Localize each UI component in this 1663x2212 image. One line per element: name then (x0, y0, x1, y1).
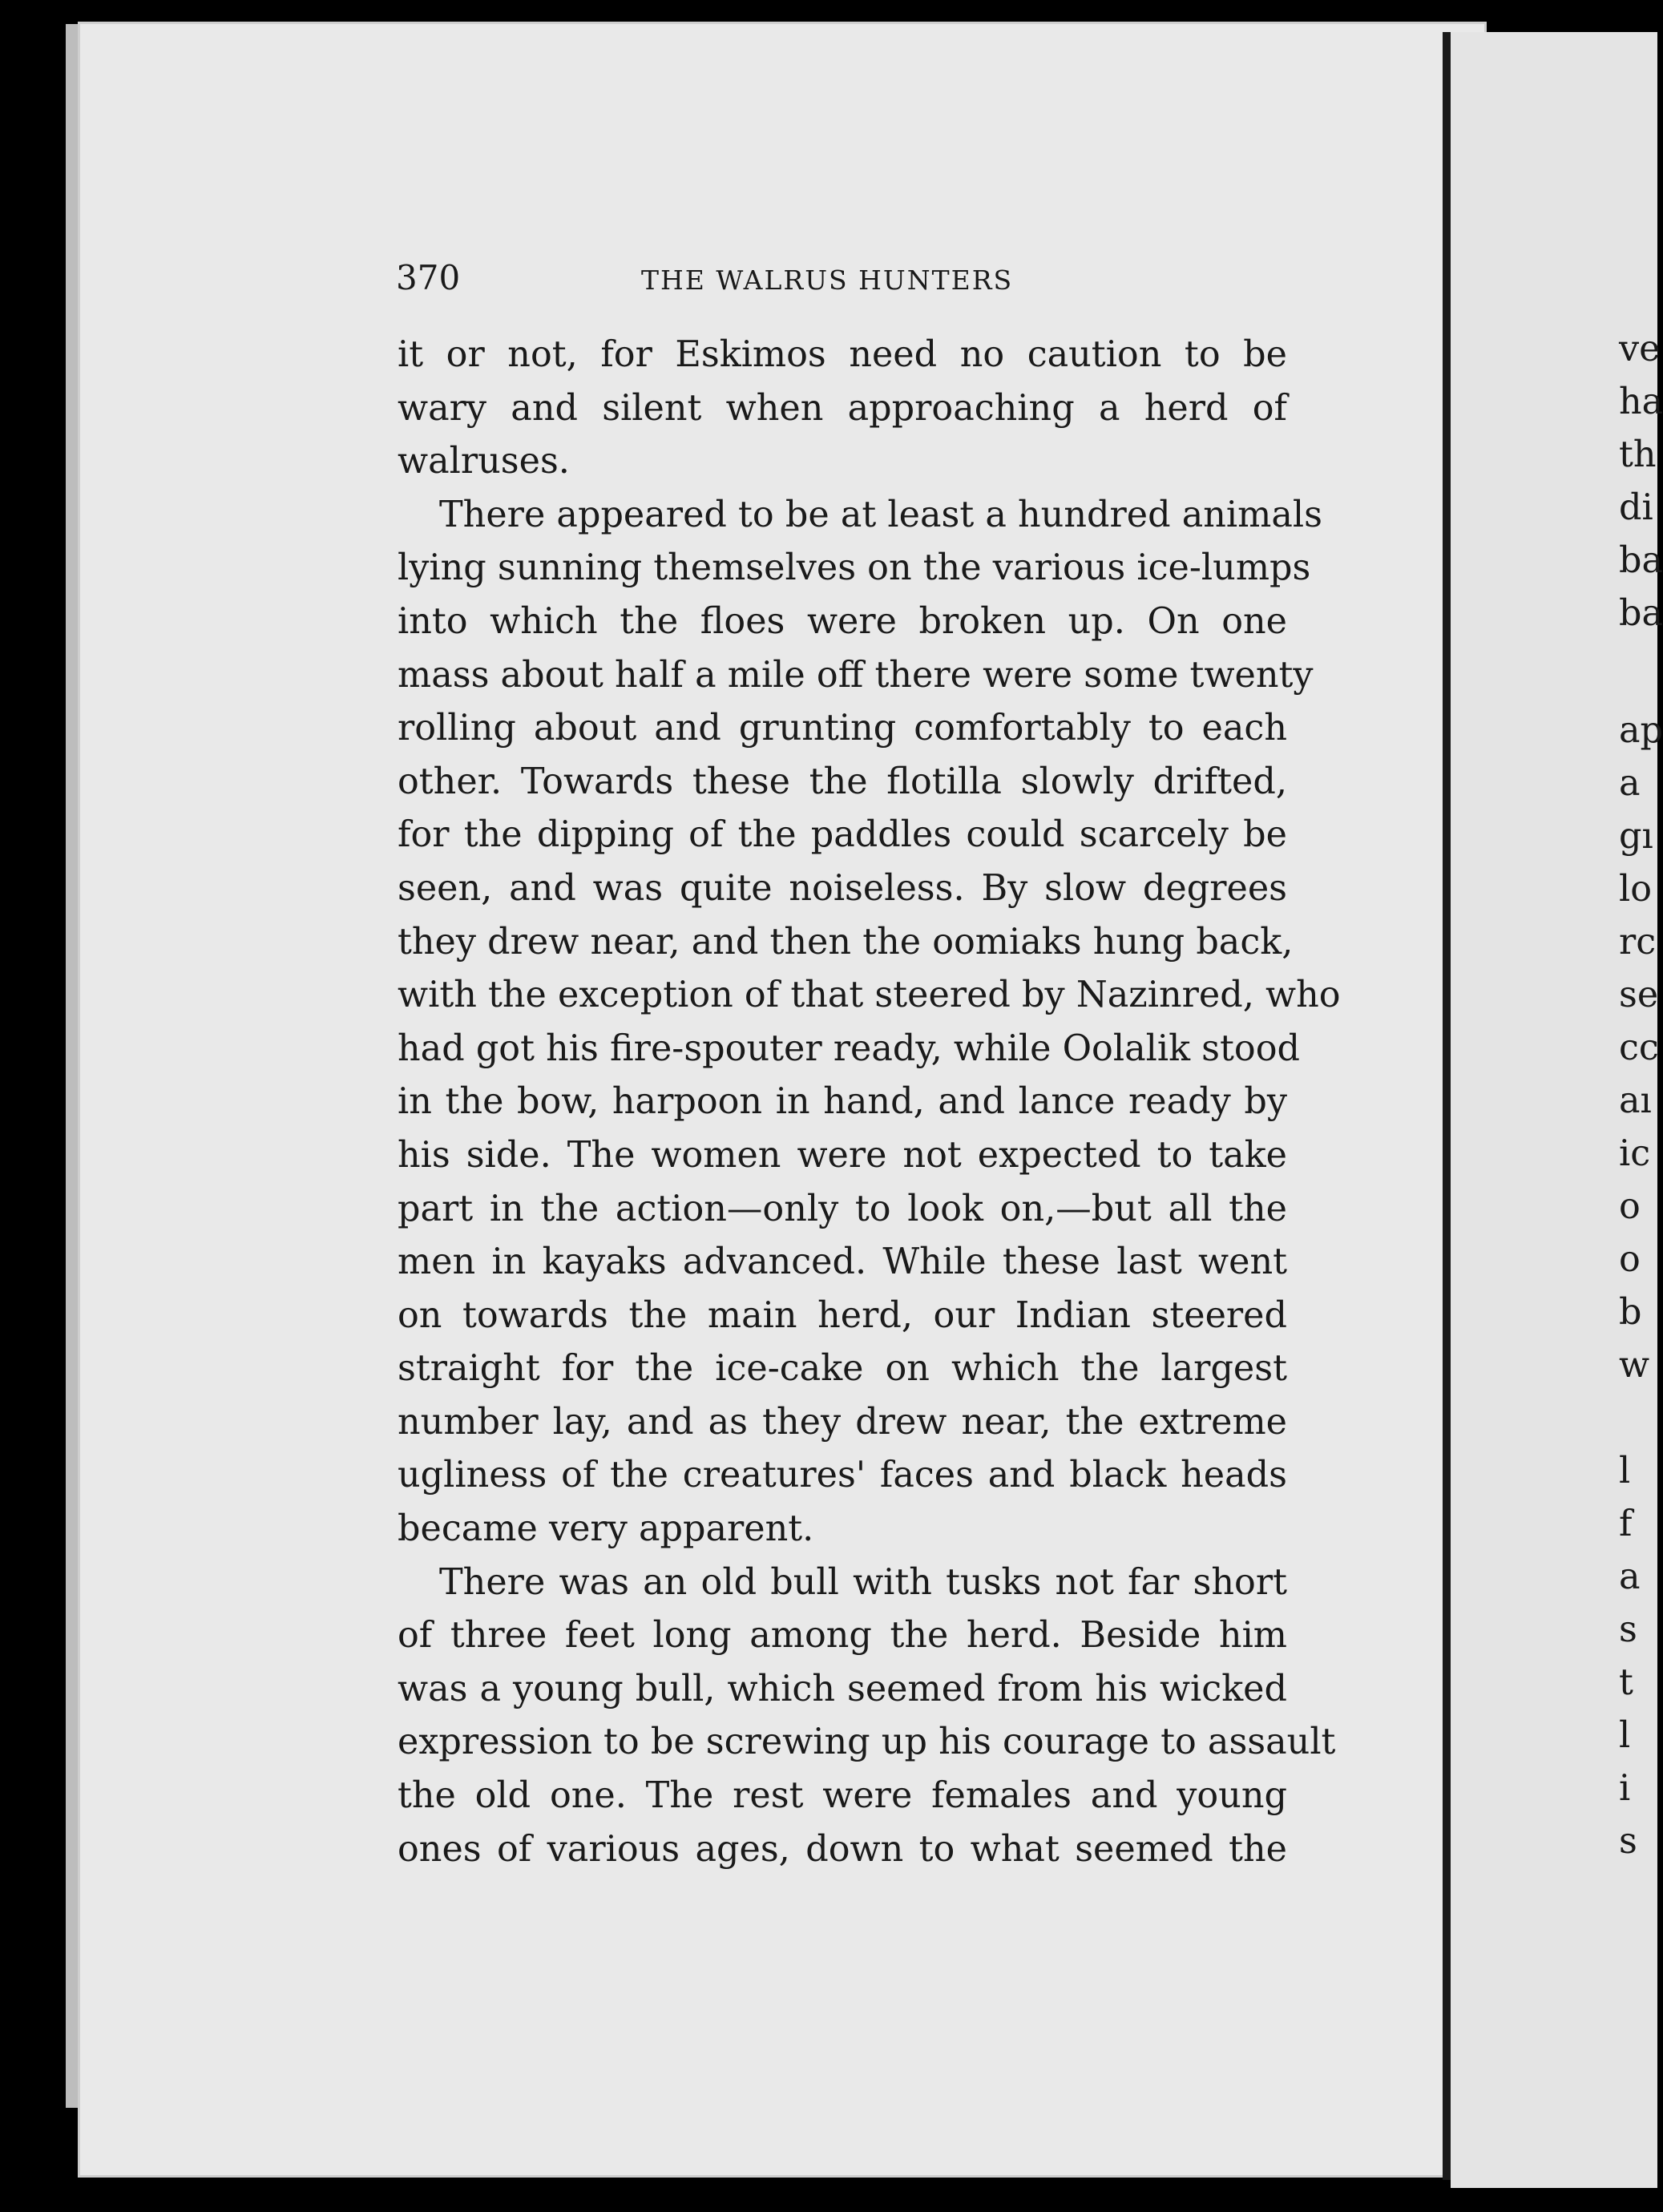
facing-page-fragment: o (1619, 1186, 1641, 1227)
text-line: became very apparent. (398, 1508, 814, 1550)
facing-page-fragment: di (1619, 487, 1653, 528)
facing-page-fragment: s (1619, 1821, 1637, 1862)
page-number: 370 (396, 258, 461, 297)
facing-page-fragment: f (1619, 1504, 1633, 1544)
facing-page-fragment: s (1619, 1609, 1637, 1650)
facing-page-fragment: ap (1619, 710, 1663, 751)
facing-page-fragment: gı (1619, 816, 1653, 857)
text-line: walruses. (398, 441, 570, 482)
text-line: on towards the main herd, our Indian steered (398, 1294, 1287, 1336)
facing-page-fragment: se (1619, 975, 1659, 1015)
facing-page-fragment: ba (1619, 540, 1663, 581)
facing-page-fragment: l (1619, 1451, 1631, 1491)
facing-page-fragment: lo (1619, 869, 1653, 910)
text-line: number lay, and as they drew near, the extreme (398, 1401, 1287, 1443)
facing-page-fragment: a (1619, 763, 1641, 804)
facing-page-fragment: b (1619, 1292, 1642, 1333)
text-line: mass about half a mile off there were some twenty (398, 654, 1314, 696)
text-line: the old one. The rest were females and young (398, 1775, 1287, 1817)
text-line: There appeared to be at least a hundred animals (439, 494, 1322, 535)
text-line: ugliness of the creatures' faces and black heads (398, 1455, 1287, 1496)
text-line: men in kayaks advanced. While these last went (398, 1241, 1287, 1283)
text-line: with the exception of that steered by Nazinred, who (398, 975, 1341, 1016)
facing-page-fragment: l (1619, 1715, 1631, 1756)
facing-page-fragment: th (1619, 434, 1657, 475)
text-line: lying sunning themselves on the various ice-lumps (398, 547, 1311, 589)
text-line: There was an old bull with tusks not far short (439, 1561, 1287, 1603)
text-line: straight for the ice-cake on which the largest (398, 1348, 1287, 1390)
facing-page-fragment: ha (1619, 381, 1663, 422)
facing-page-fragment: ic (1619, 1133, 1651, 1174)
facing-page-fragment: cc (1619, 1027, 1659, 1068)
facing-page-text-fragments (1619, 329, 1663, 1891)
facing-page-fragment: w (1619, 1345, 1650, 1386)
facing-page-fragment: o (1619, 1239, 1641, 1280)
text-line: into which the floes were broken up. On one (398, 600, 1287, 642)
facing-page-fragment: ve (1619, 329, 1661, 369)
text-line: was a young bull, which seemed from his wicked (398, 1668, 1287, 1709)
facing-page-fragment: t (1619, 1662, 1633, 1703)
body-text (398, 329, 1341, 1876)
facing-page-fragment: a (1619, 1556, 1641, 1597)
text-line: it or not, for Eskimos need no caution to be (398, 334, 1287, 375)
facing-page-fragment: i (1619, 1768, 1631, 1809)
text-line: had got his fire-spouter ready, while Oolalik stood (398, 1027, 1300, 1069)
text-line: seen, and was quite noiseless. By slow degrees (398, 867, 1287, 909)
text-line: of three feet long among the herd. Beside him (398, 1615, 1287, 1657)
text-line: his side. The women were not expected to take (398, 1134, 1287, 1176)
text-line: ones of various ages, down to what seemed the (398, 1828, 1287, 1870)
text-line: they drew near, and then the oomiaks hung back, (398, 921, 1294, 963)
text-line: rolling about and grunting comfortably to each (398, 708, 1287, 749)
text-line: other. Towards these the flotilla slowly drifted, (398, 761, 1287, 802)
text-line: for the dipping of the paddles could scarcely be (398, 814, 1287, 856)
running-title: THE WALRUS HUNTERS (641, 264, 1014, 296)
text-line: part in the action—only to look on,—but all the (398, 1188, 1287, 1229)
text-line: expression to be screwing up his courage to assault (398, 1722, 1336, 1763)
text-line: wary and silent when approaching a herd of (398, 387, 1287, 429)
facing-page-fragment: ba (1619, 593, 1663, 634)
facing-page-fragment: rc (1619, 922, 1657, 963)
text-line: in the bow, harpoon in hand, and lance ready by (398, 1081, 1287, 1123)
facing-page-fragment: aı (1619, 1080, 1652, 1121)
